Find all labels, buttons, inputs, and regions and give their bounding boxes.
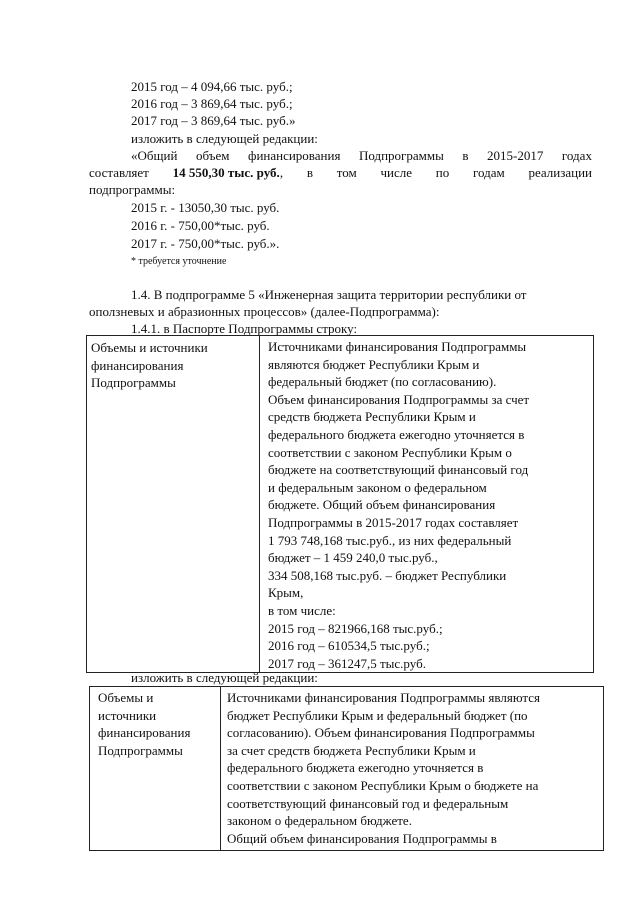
total-sentence-line-1: «Общий объем финансирования Подпрограммы в 2015-2017 годах: [131, 148, 592, 163]
passport-table-old: [86, 335, 594, 673]
total-sentence-line-2: составляет 14 550,30 тыс. руб., в том числе по годам реализации: [89, 165, 592, 180]
table-new-label-cell: Объемы и источники финансирования Подпрограммы: [90, 687, 221, 851]
footnote: * требуется уточнение: [131, 256, 227, 267]
total-sentence-line-3: подпрограммы:: [89, 182, 176, 197]
new-year-line-2015: 2015 г. - 13050,30 тыс. руб.: [131, 200, 280, 215]
new-year-line-2016: 2016 г. - 750,00*тыс. руб.: [131, 218, 270, 233]
year-line-2015: 2015 год – 4 094,66 тыс. руб.;: [131, 79, 293, 94]
year-line-2016: 2016 год – 3 869,64 тыс. руб.;: [131, 96, 293, 111]
section-heading-line-2: оползневых и абразионных процессов» (далее-Подпрограмма):: [89, 304, 440, 319]
section-heading-line-1: 1.4. В подпрограмме 5 «Инженерная защита территории республики от: [131, 287, 527, 302]
table-old-label-cell: Объемы и источники финансирования Подпрограммы: [87, 336, 260, 673]
passport-table-new: [89, 686, 604, 851]
new-year-line-2017: 2017 г. - 750,00*тыс. руб.».: [131, 236, 280, 251]
table-old-value-cell: Источниками финансирования Подпрограммы являются бюджет Республики Крым и федеральный бюджет (по согласованию). Объем финансирования Подпрограммы за счет средств бюджета Республики Крым и федерального бюджета ежегодно уточняется в соответствии с законом Республики Крым о бюджете на соответствующий финансовый год и федеральным законом о федеральном бюджете. Общий объем финансирования Подпрограммы в 2015-2017 годах составляет 1 793 748,168 тыс.руб., из них федеральный бюджет – 1 459 240,0 тыс.руб., 334 508,168 тыс.руб. – бюджет Республики Крым, в том числе: 2015 год – 821966,168 тыс.руб.; 2016 год – 610534,5 тыс.руб.; 2017 год – 361247,5 тыс.руб.: [260, 336, 594, 673]
edit-phrase-2: изложить в следующей редакции:: [131, 670, 318, 685]
total-amount: 14 550,30 тыс. руб.: [172, 165, 280, 180]
table-new-value-cell: Источниками финансирования Подпрограммы являются бюджет Республики Крым и федеральный бюджет (по согласованию). Объем финансирования Подпрограммы за счет средств бюджета Республики Крым и федерального бюджета ежегодно уточняется в соответствии с законом Республики Крым о бюджете на соответствующий финансовый год и федеральным законом о федеральном бюджете. Общий объем финансирования Подпрограммы в: [221, 687, 604, 851]
year-line-2017: 2017 год – 3 869,64 тыс. руб.»: [131, 113, 296, 128]
section-heading-line-3: 1.4.1. в Паспорте Подпрограммы строку:: [131, 321, 358, 336]
edit-phrase: изложить в следующей редакции:: [131, 131, 318, 146]
